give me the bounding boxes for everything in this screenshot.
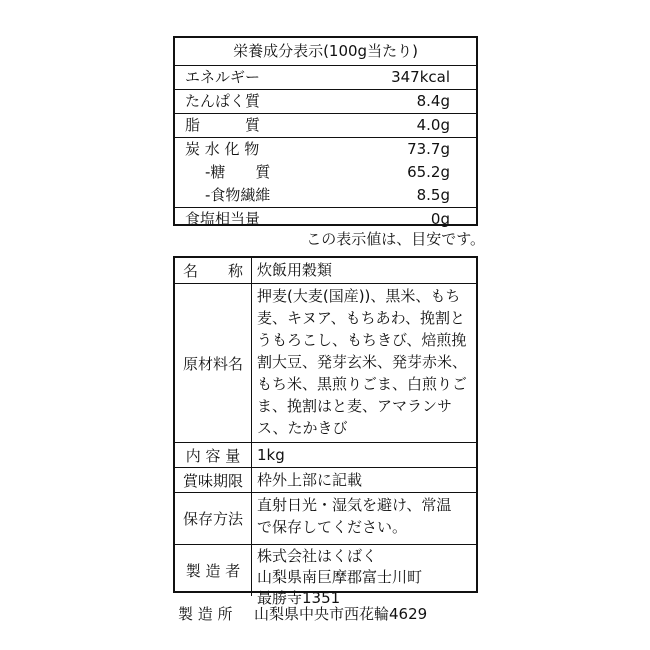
nutrition-row-energy: [175, 66, 476, 90]
nutrition-value: 65.2g: [407, 163, 450, 181]
nutrition-label: 脂 質: [185, 116, 261, 134]
nutrition-row-fat: [175, 114, 476, 138]
spec-value-line: 炊飯用穀類: [257, 261, 333, 279]
spec-row-name: [175, 258, 476, 284]
ingredient-line: 麦、キヌア、もちあわ、挽割と: [257, 309, 466, 327]
ingredient-line: ス、たかきび: [257, 419, 348, 437]
spec-value: [252, 258, 476, 283]
nutrition-row-fiber: [175, 184, 476, 208]
spec-row-manufacturer: [175, 545, 476, 607]
product-info-table: [173, 256, 478, 607]
nutrition-table: [173, 36, 478, 226]
factory-address: 山梨県中央市西花輪4629: [254, 605, 428, 623]
nutrition-title: 栄養成分表示(100g当たり): [175, 38, 476, 66]
factory-label: 製 造 所: [178, 605, 233, 623]
ingredient-line: うもろこし、もちきび、焙煎挽: [257, 331, 467, 349]
nutrition-row-carbohydrate: [175, 138, 476, 161]
spec-value: [252, 493, 476, 544]
spec-value-line: 1kg: [257, 446, 285, 464]
nutrition-value: 0g: [430, 210, 450, 228]
spec-label: 保存方法: [175, 493, 252, 544]
spec-value-line: 山梨県南巨摩郡富士川町: [257, 568, 423, 586]
nutrition-label: -食物繊維: [205, 186, 271, 204]
spec-label: 内 容 量: [175, 443, 252, 467]
spec-value-line: 株式会社はくばく: [257, 547, 378, 565]
factory-line: [178, 603, 427, 624]
nutrition-note: この表示値は、目安です。: [306, 230, 485, 248]
spec-label: 製 造 者: [175, 545, 252, 596]
ingredient-line: もち米、黒煎りごま、白煎りご: [257, 375, 468, 393]
nutrition-label: -糖 質: [205, 163, 271, 181]
spec-row-ingredients: [175, 284, 476, 443]
nutrition-label: 炭 水 化 物: [185, 140, 260, 158]
spec-label: 原材料名: [175, 284, 252, 442]
spec-label: 名 称: [175, 258, 252, 283]
spec-value-line: 枠外上部に記載: [257, 471, 363, 489]
nutrition-value: 73.7g: [407, 140, 450, 158]
ingredient-line: ま、挽割はと麦、アマランサ: [257, 397, 453, 415]
spec-value-line: 最勝寺1351: [257, 589, 341, 607]
spec-value-line: で保存してください。: [257, 518, 408, 536]
nutrition-label: エネルギー: [185, 68, 261, 86]
spec-label: 賞味期限: [175, 468, 252, 492]
nutrition-row-protein: [175, 90, 476, 114]
spec-value: [252, 443, 476, 467]
spec-value-line: 直射日光・湿気を避け、常温: [257, 496, 452, 514]
nutrition-label: 食塩相当量: [185, 210, 261, 228]
spec-value: [252, 545, 476, 607]
nutrition-value: 347kcal: [391, 68, 450, 86]
spec-value: [252, 468, 476, 492]
ingredient-line: 割大豆、発芽玄米、発芽赤米、: [257, 353, 468, 371]
nutrition-row-sugar: [175, 161, 476, 184]
ingredient-line: 押麦(大麦(国産))、黒米、もち: [257, 287, 461, 305]
nutrition-value: 8.4g: [416, 92, 450, 110]
nutrition-label: たんぱく質: [185, 92, 261, 110]
spec-value: [252, 284, 476, 442]
spec-row-expiry: [175, 468, 476, 493]
spec-row-content: [175, 443, 476, 468]
nutrition-value: 8.5g: [416, 186, 450, 204]
spec-row-storage: [175, 493, 476, 545]
nutrition-value: 4.0g: [416, 116, 450, 134]
